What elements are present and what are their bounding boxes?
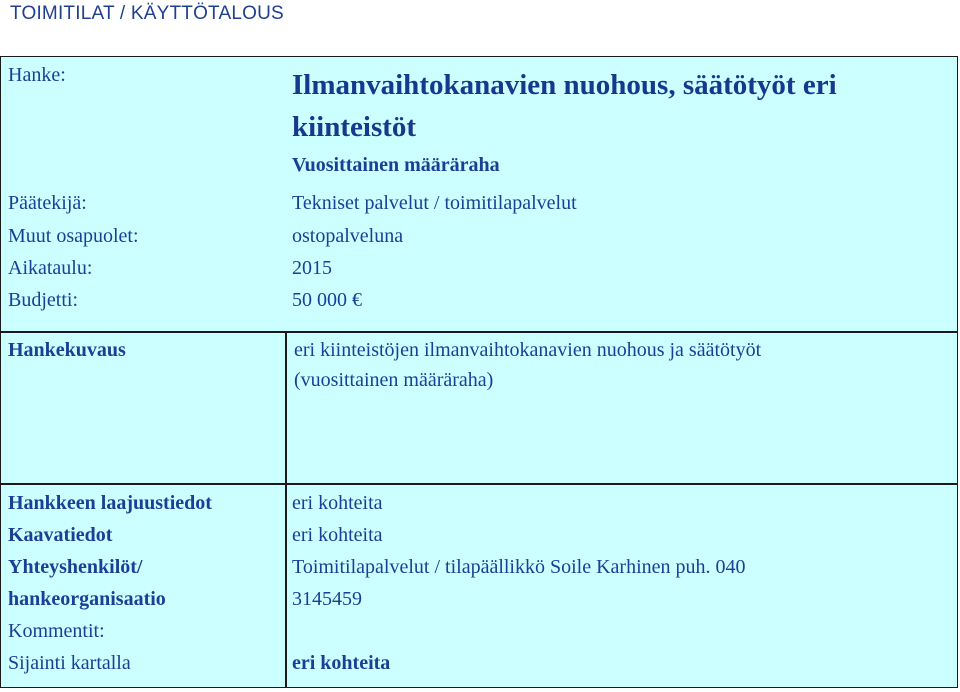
- project-title-line2: kiinteistöt: [292, 111, 417, 143]
- contacts-label-line2: hankeorganisaatio: [8, 588, 166, 610]
- contacts-value-line2: 3145459: [292, 588, 362, 610]
- description-line1: eri kiinteistöjen ilmanvaihtokanavien nuohous ja säätötyöt: [294, 339, 762, 361]
- schedule-label: Aikataulu:: [8, 257, 93, 279]
- page-heading: TOIMITILAT / KÄYTTÖTALOUS: [10, 3, 284, 24]
- project-title: [292, 64, 837, 148]
- other-parties-label: Muut osapuolet:: [8, 225, 139, 247]
- decision-maker-label: Päätekijä:: [8, 192, 87, 214]
- location-value: eri kohteita: [292, 652, 391, 674]
- budget-value: 50 000 €: [292, 289, 362, 311]
- description-line2: (vuosittainen määräraha): [294, 369, 494, 391]
- project-subtitle: Vuosittainen määräraha: [292, 154, 500, 176]
- zoning-value: eri kohteita: [292, 524, 383, 546]
- scope-value: eri kohteita: [292, 492, 383, 514]
- zoning-label: Kaavatiedot: [8, 524, 113, 546]
- contacts-value-line1: Toimitilapalvelut / tilapäällikkö Soile Karhinen puh. 040: [292, 556, 746, 578]
- other-parties-value: ostopalveluna: [292, 225, 404, 247]
- project-card: [0, 56, 958, 688]
- comment-label: Kommentit:: [8, 620, 105, 642]
- schedule-value: 2015: [292, 257, 332, 279]
- description-label: Hankekuvaus: [8, 339, 126, 361]
- project-label: Hanke:: [8, 64, 66, 86]
- budget-label: Budjetti:: [8, 289, 78, 311]
- scope-label: Hankkeen laajuustiedot: [8, 492, 212, 514]
- contacts-label-line1: Yhteyshenkilöt/: [8, 556, 143, 578]
- location-label: Sijainti kartalla: [8, 652, 131, 674]
- project-title-line1: Ilmanvaihtokanavien nuohous, säätötyöt eri: [292, 69, 837, 101]
- decision-maker-value: Tekniset palvelut / toimitilapalvelut: [292, 192, 577, 214]
